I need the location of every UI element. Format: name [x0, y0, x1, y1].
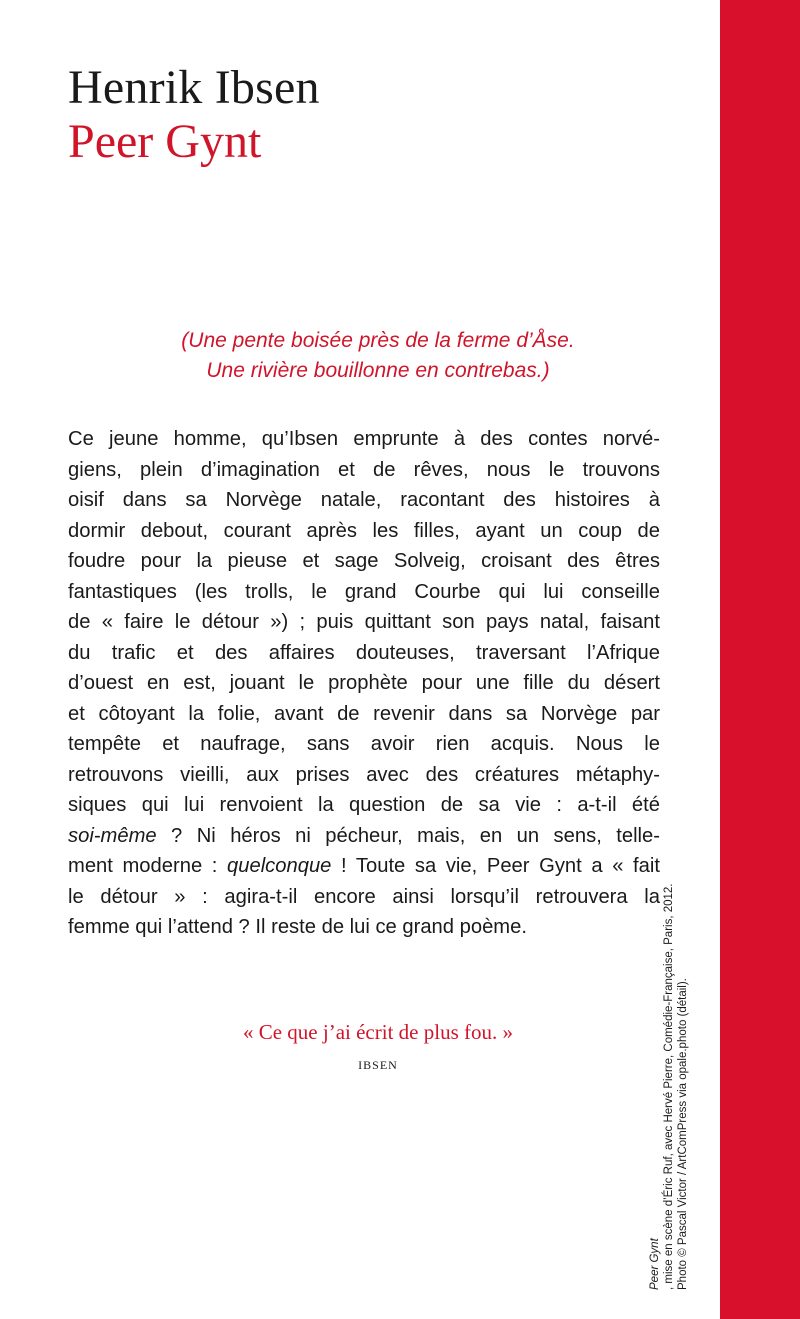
- blurb-line: foudre pour la pieuse et sage Solveig, croisant des êtres: [68, 550, 660, 572]
- blurb-line: dormir debout, courant après les filles, ayant un coup de: [68, 519, 660, 542]
- quote-attribution: IBSEN: [358, 1058, 398, 1072]
- blurb-emphasis: soi-même: [68, 824, 157, 847]
- blurb-text: ! Toute sa vie, Peer Gynt a « fait: [331, 855, 660, 877]
- author-name: Henrik Ibsen: [68, 61, 320, 114]
- blurb-line: du trafic et des affaires douteuses, traversant l’Afrique: [68, 641, 660, 664]
- blurb-line: d’ouest en est, jouant le prophète pour une fille du désert: [68, 672, 660, 694]
- epigraph: [120, 326, 636, 386]
- credits-play-title: Peer Gynt: [649, 1238, 661, 1290]
- blurb-line: tempête et naufrage, sans avoir rien acquis. Nous le: [68, 733, 660, 755]
- blurb-line: de « faire le détour ») ; puis quittant son pays natal, faisant: [68, 611, 660, 633]
- credits-line-2: Photo © Pascal Victor / ArtComPress via opale.photo (détail).: [677, 978, 689, 1290]
- blurb-line: fantastiques (les trolls, le grand Courbe qui lui conseille: [68, 580, 660, 603]
- book-title: Peer Gynt: [68, 115, 262, 168]
- blurb-text: ment moderne :: [68, 855, 228, 877]
- blurb-line: femme qui l’attend ? Il reste de lui ce grand poème.: [68, 916, 527, 938]
- spine-red-band: [720, 0, 800, 1319]
- epigraph-line-1: (Une pente boisée près de la ferme d’Åse.: [181, 329, 575, 352]
- blurb-line: et côtoyant la folie, avant de revenir dans sa Norvège par: [68, 702, 660, 725]
- credits-line-1: [648, 730, 676, 1290]
- blurb-line: siques qui lui renvoient la question de sa vie : a-t-il été: [68, 794, 660, 816]
- blurb-line: Ce jeune homme, qu’Ibsen emprunte à des contes norvé-: [68, 428, 660, 450]
- blurb-line: giens, plein d’imagination et de rêves, nous le trouvons: [68, 458, 660, 481]
- pull-quote: « Ce que j’ai écrit de plus fou. »: [242, 1020, 513, 1044]
- blurb-emphasis: quelconque: [227, 855, 332, 877]
- blurb-line: [68, 821, 660, 852]
- blurb-line: le détour » : agira-t-il encore ainsi lorsqu’il retrouvera la: [68, 885, 660, 908]
- blurb-text: ? Ni héros ni pécheur, mais, en un sens, telle-: [156, 824, 660, 847]
- blurb-line: retrouvons vieilli, aux prises avec des créatures métaphy-: [68, 763, 660, 786]
- credits-text: , mise en scène d’Éric Ruf, avec Hervé Pierre, Comédie-Française, Paris, 2012.: [663, 883, 675, 1290]
- photo-credits: [648, 730, 690, 1290]
- blurb-line: [68, 851, 660, 882]
- epigraph-line-2: Une rivière bouillonne en contrebas.): [206, 359, 550, 382]
- blurb-line: oisif dans sa Norvège natale, racontant des histoires à: [68, 489, 660, 511]
- back-cover-blurb: [68, 424, 660, 943]
